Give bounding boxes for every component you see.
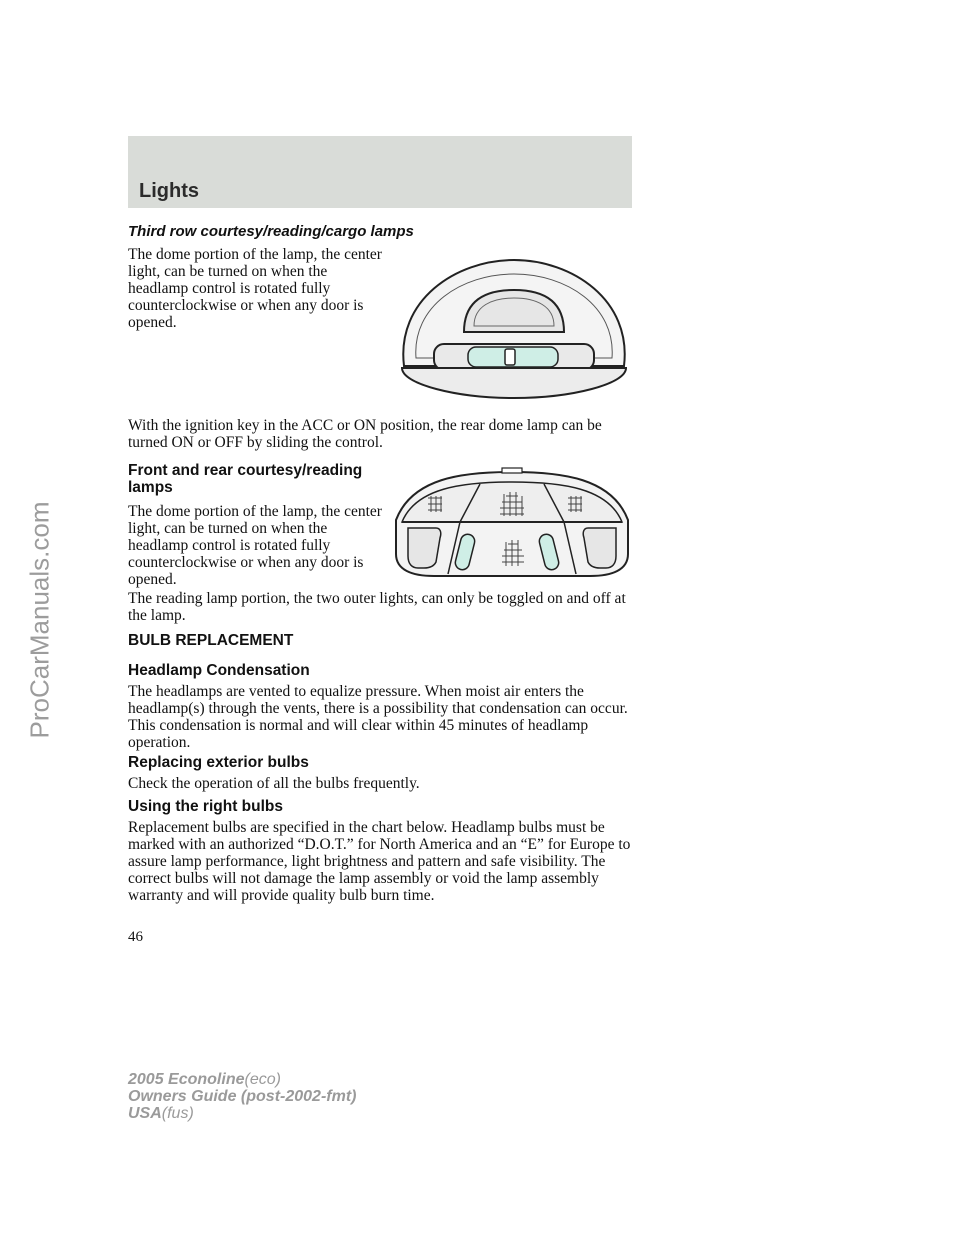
heading-third-row-lamps: Third row courtesy/reading/cargo lamps: [128, 223, 414, 240]
footer-market-code: (fus): [161, 1105, 194, 1122]
replacing-paragraph: Check the operation of all the bulbs frequently.: [128, 775, 420, 792]
heading-headlamp-condensation: Headlamp Condensation: [128, 662, 310, 679]
right-bulbs-paragraph: Replacement bulbs are specified in the chart below. Headlamp bulbs must be marked with an authorized “D.O.T.” for North America and an “E” for Europe to assure lamp performance, light brightness and pattern and safe visibility. The correct bulbs will not damage the lamp assembly or void the lamp assembly warranty and will provide quality bulb burn time.: [128, 819, 631, 905]
section-title: Lights: [139, 180, 199, 202]
front-rear-paragraph-2: The reading lamp portion, the two outer lights, can only be toggled on and off at the lamp.: [128, 590, 626, 625]
heading-replacing-exterior-bulbs: Replacing exterior bulbs: [128, 754, 309, 771]
third-row-paragraph-1: The dome portion of the lamp, the center light, can be turned on when the headlamp control is rotated fully counterclockwise or when any door is opened.: [128, 246, 382, 332]
front-rear-lamp-illustration: [390, 466, 634, 578]
footer-model: 2005 Econoline: [128, 1071, 245, 1088]
document-footer: [128, 1071, 356, 1122]
third-row-paragraph-2: With the ignition key in the ACC or ON position, the rear dome lamp can be turned ON or OFF by sliding the control.: [128, 417, 602, 452]
section-header-band: [128, 136, 632, 208]
heading-using-right-bulbs: Using the right bulbs: [128, 798, 283, 815]
watermark-text: ProCarManuals.com: [24, 501, 55, 739]
condensation-paragraph: The headlamps are vented to equalize pressure. When moist air enters the headlamp(s) through the vents, there is a possibility that condensation can occur. This condensation is normal and will clear within 45 minutes of headlamp operation.: [128, 683, 628, 752]
footer-model-code: (eco): [244, 1071, 281, 1088]
heading-front-rear-lamps: Front and rear courtesy/reading lamps: [128, 462, 363, 496]
footer-guide: Owners Guide (post-2002-fmt): [128, 1088, 357, 1105]
heading-bulb-replacement: BULB REPLACEMENT: [128, 632, 294, 649]
footer-market: USA: [128, 1105, 162, 1122]
front-rear-paragraph-1: The dome portion of the lamp, the center light, can be turned on when the headlamp control is rotated fully counterclockwise or when any door is opened.: [128, 503, 382, 589]
page-number: 46: [128, 929, 143, 945]
third-row-lamp-illustration: [396, 250, 632, 402]
